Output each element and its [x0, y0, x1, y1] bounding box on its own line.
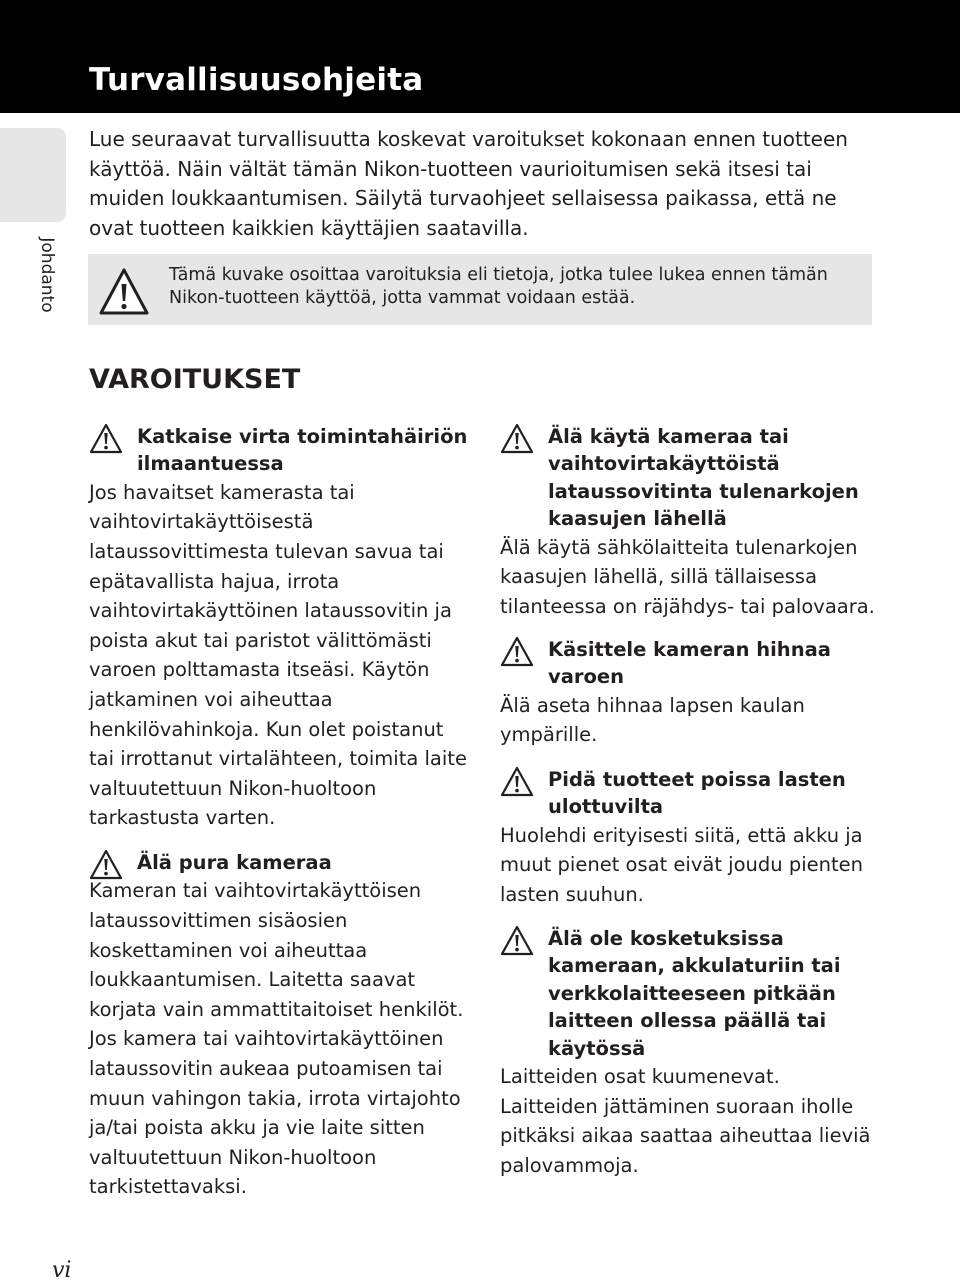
warning-item — [500, 423, 880, 621]
warning-triangle-icon — [98, 267, 150, 317]
warning-triangle-icon — [500, 423, 534, 454]
warning-triangle-icon — [89, 849, 123, 880]
intro-paragraph: Lue seuraavat turvallisuutta koskevat varoitukset kokonaan ennen tuotteen käyttöä. Näin vältät tämän Nikon-tuotteen vaurioitumisen sekä itsesi tai muiden loukkaantumisen. Säilytä turvaohjeet sellaisessa paikassa, että ne ovat tuotteen kaikkien käyttäjien saatavilla. — [89, 127, 848, 240]
warning-body: Älä käytä sähkölaitteita tulenarkojen kaasujen lähellä, sillä tällaisessa tilanteessa on räjähdys- tai palovaara. — [500, 535, 875, 618]
warning-heading: Älä ole kosketuksissa kameraan, akkulaturiin tai verkkolaitteeseen pitkään laitteen ollessa päällä tai käytössä — [548, 927, 841, 1060]
warning-triangle-icon — [500, 636, 534, 667]
warning-heading: Älä pura kameraa — [137, 851, 332, 874]
warning-body: Jos havaitset kamerasta tai vaihtovirtakäyttöisestä lataussovittimesta tulevan savua tai epätavallista hajua, irrota vaihtovirtakäyttöinen lataussovitin ja poista akut tai paristot välittömästi varoen polttamasta itseäsi. Käytön jatkaminen voi aiheuttaa henkilövahinkoja. Kun olet poistanut tai irrottanut virtalähteen, toimita laite valtuutettuun Nikon-huoltoon tarkastusta varten. — [89, 480, 467, 830]
warning-item — [500, 636, 880, 750]
warning-item — [500, 925, 880, 1180]
warning-heading: Käsittele kameran hihnaa varoen — [548, 638, 831, 689]
warning-item — [500, 766, 880, 910]
side-tab-label: Johdanto — [37, 237, 57, 313]
warning-item — [89, 423, 469, 833]
warning-body: Laitteiden osat kuumenevat. Laitteiden jättäminen suoraan iholle pitkäksi aikaa saattaa aiheuttaa lieviä palovammoja. — [500, 1065, 871, 1177]
warning-triangle-icon — [89, 423, 123, 454]
warning-body: Älä aseta hihnaa lapsen kaulan ympärille. — [500, 693, 805, 747]
page-title: Turvallisuusohjeita — [89, 62, 424, 98]
warning-heading: Pidä tuotteet poissa lasten ulottuvilta — [548, 768, 846, 819]
warning-triangle-icon — [500, 925, 534, 956]
warning-item — [89, 849, 469, 1202]
page-number: vi — [52, 1258, 72, 1283]
warning-heading: Katkaise virta toimintahäiriön ilmaantuessa — [137, 425, 468, 476]
warning-body: Huolehdi erityisesti siitä, että akku ja muut pienet osat eivät joudu pienten lasten suuhun. — [500, 823, 863, 906]
warning-triangle-icon — [500, 766, 534, 797]
notice-box — [88, 254, 872, 325]
side-tab — [0, 128, 66, 222]
warning-body: Kameran tai vaihtovirtakäyttöisen lataussovittimen sisäosien koskettaminen voi aiheuttaa loukkaantumisen. Laitetta saavat korjata vain ammattitaitoiset henkilöt. Jos kamera tai vaihtovirtakäyttöinen lataussovitin aukeaa putoamisen tai muun vahingon takia, irrota virtajohto ja/tai poista akku ja vie laite sitten valtuutettuun Nikon-huoltoon tarkistettavaksi. — [89, 879, 464, 1199]
notice-text: Tämä kuvake osoittaa varoituksia eli tietoja, jotka tulee lukea ennen tämän Nikon-tuotteen käyttöä, jotta vammat voidaan estää. — [169, 265, 828, 308]
warning-heading: Älä käytä kameraa tai vaihtovirtakäyttöistä lataussovitinta tulenarkojen kaasujen lähellä — [548, 425, 859, 531]
section-title: VAROITUKSET — [89, 364, 301, 395]
